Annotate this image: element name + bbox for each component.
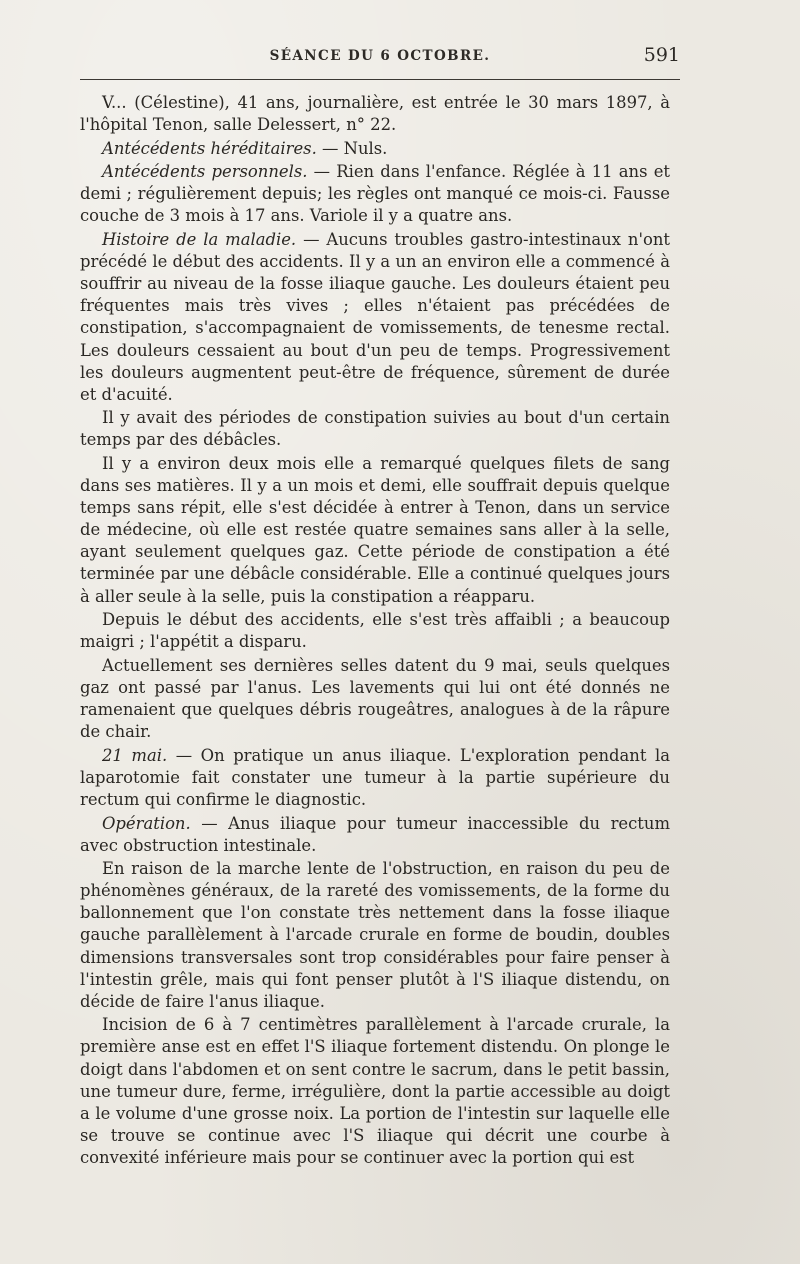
paragraph-text: — Anus iliaque pour tumeur inaccessible du rectum avec obstruction intestinale. — [80, 813, 670, 855]
paragraph-constipation-periods — [80, 407, 670, 451]
paragraph-text: — Nuls. — [316, 138, 388, 158]
paragraph-disease-history — [80, 229, 670, 406]
section-lead: Antécédents héréditaires. — [102, 138, 317, 158]
paragraph-text: Actuellement ses dernières selles datent du 9 mai, seuls quelques gaz ont passé par l'anus. Les lavements qui lui ont été donnés ne ramenaient que quelques débris rougeâtres, analogues à de la râpure de chair. — [80, 655, 670, 742]
paragraph-operation — [80, 813, 670, 857]
paragraph-blood-observation — [80, 453, 670, 608]
page-header — [80, 44, 680, 74]
section-lead: Opération. — [102, 813, 191, 833]
paragraph-may-21 — [80, 745, 670, 811]
page-number: 591 — [643, 44, 680, 66]
paragraph-text: — Aucuns troubles gastro-intestinaux n'ont précédé le début des accidents. Il y a un an environ elle a commencé à souffrir au niveau de la fosse iliaque gauche. Les douleurs étaient peu fréquentes mais très vives ; elles n'étaient pas précédées de constipation, s'accompagnaient de vomissements, de tenesme rectal. Les douleurs cessaient au bout d'un peu de temps. Progressivement les douleurs augmentent peut-être de fréquence, sûrement de durée et d'acuité. — [80, 230, 670, 404]
paragraph-text: Depuis le début des accidents, elle s'est très affaibli ; a beaucoup maigri ; l'appétit a disparu. — [80, 610, 670, 652]
paragraph-text: En raison de la marche lente de l'obstruction, en raison du peu de phénomènes généraux, de la rareté des vomissements, de la forme du ballonnement que l'on constate très nettement dans la fosse iliaque gauche parallèlement à l'arcade crurale en forme de boudin, doubles dimensions transversales sont trop considérables pour faire penser à l'intestin grêle, mais qui font penser plutôt à l'S iliaque distendu, on décide de faire l'anus iliaque. — [80, 859, 670, 1011]
paragraph-text: Il y avait des périodes de constipation suivies au bout d'un certain temps par des débâcles. — [80, 408, 670, 450]
paragraph-weakening — [80, 609, 670, 653]
paragraph-text: Incision de 6 à 7 centimètres parallèlement à l'arcade crurale, la première anse est en effet l'S iliaque fortement distendu. On plonge le doigt dans l'abdomen et on sent contre le sacrum, dans le petit bassin, une tumeur dure, ferme, irrégulière, dont la partie accessible au doigt a le volume d'une grosse noix. La portion de l'intestin sur laquelle elle se trouve se continue avec l'S iliaque qui décrit une courbe à convexité inférieure mais pour se continuer avec la portion qui est — [80, 1015, 670, 1167]
paragraph-hereditary-history — [80, 138, 670, 160]
paragraph-text: V... (Célestine), 41 ans, journalière, est entrée le 30 mars 1897, à l'hôpital Tenon, salle Delessert, n° 22. — [80, 93, 670, 135]
paragraph-patient-intro — [80, 92, 670, 136]
body-text — [80, 92, 670, 1169]
paragraph-incision — [80, 1014, 670, 1169]
section-lead: 21 mai. — [102, 745, 168, 765]
paragraph-text: Il y a environ deux mois elle a remarqué quelques filets de sang dans ses matières. Il y a un mois et demi, elle souffrait depuis quelque temps sans répit, elle s'est décidée à entrer à Tenon, dans un service de médecine, où elle est restée quatre semaines sans aller à la selle, ayant seulement quelques gaz. Cette période de constipation a été terminée par une débâcle considérable. Elle a continué quelques jours à aller seule à la selle, puis la constipation a réapparu. — [80, 454, 670, 606]
running-title: SÉANCE DU 6 OCTOBRE. — [269, 48, 491, 64]
paragraph-text: — On pratique un anus iliaque. L'exploration pendant la laparotomie fait constater une tumeur à la partie supérieure du rectum qui confirme le diagnostic. — [80, 745, 670, 809]
section-lead: Histoire de la maladie. — [102, 230, 297, 250]
paragraph-reasoning — [80, 858, 670, 1013]
paragraph-personal-history — [80, 161, 670, 227]
header-rule — [80, 79, 680, 80]
paragraph-current-state — [80, 655, 670, 743]
paragraph-text: — Rien dans l'enfance. Réglée à 11 ans et demi ; régulièrement depuis; les règles ont manqué ce mois-ci. Fausse couche de 3 mois à 17 ans. Variole il y a quatre ans. — [80, 162, 671, 226]
section-lead: Antécédents personnels. — [102, 162, 308, 182]
